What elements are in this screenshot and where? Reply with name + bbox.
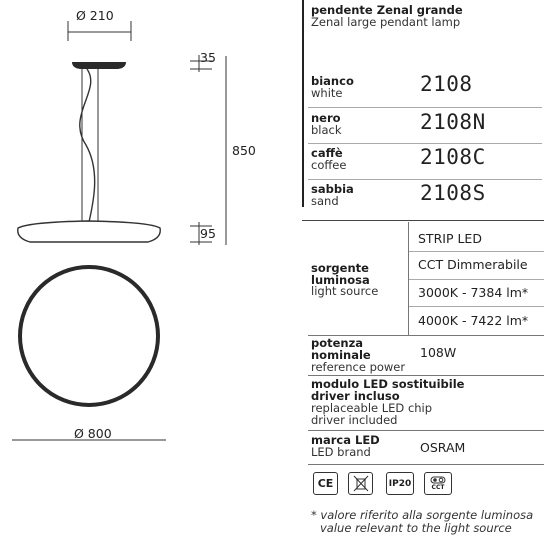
finish-label-it: sabbia (311, 182, 354, 196)
row-divider (409, 251, 544, 252)
row-divider (409, 279, 544, 280)
dimension-label-height: 850 (232, 143, 256, 158)
light-source-label-en: light source (311, 284, 379, 298)
section-divider (308, 464, 544, 465)
canopy (72, 62, 126, 69)
ip20-icon: IP20 (386, 472, 414, 495)
light-source-value: CCT Dimmerabile (418, 257, 528, 272)
finish-label-it: bianco (311, 74, 354, 88)
light-source-value: STRIP LED (418, 231, 482, 246)
dimension-height (190, 55, 226, 245)
finish-label-en: coffee (311, 158, 347, 172)
row-divider (308, 179, 542, 180)
power-value: 108W (420, 345, 457, 360)
dimension-label-top-diameter: Ø 210 (76, 8, 114, 23)
light-source-value: 3000K - 7384 lm* (418, 285, 529, 300)
section-divider (308, 430, 544, 431)
footnote-it: * valore riferito alla sorgente luminosa (311, 508, 534, 522)
row-divider (308, 143, 542, 144)
footnote-en: value relevant to the light source (320, 521, 512, 535)
brand-value: OSRAM (420, 440, 466, 455)
section-divider (302, 220, 544, 221)
finish-code: 2108C (420, 145, 486, 169)
weee-bin-icon (348, 472, 373, 495)
finish-label-en: black (311, 123, 342, 137)
lamp-top-view-ring (20, 267, 158, 405)
product-name-it: pendente Zenal grande (311, 3, 463, 17)
dimension-label-shade: 95 (200, 226, 216, 241)
brand-label-it: marca LED (311, 433, 380, 447)
lamp-shade (18, 221, 161, 242)
dimension-label-canopy: 35 (200, 50, 216, 65)
dimension-top-diameter (68, 21, 131, 41)
dimension-label-diameter: Ø 800 (74, 426, 112, 441)
finish-label-en: white (311, 86, 343, 100)
light-source-label-it: sorgente luminosa (311, 261, 370, 287)
module-label-it: modulo LED sostituibile driver incluso (311, 377, 465, 403)
row-divider (308, 107, 542, 108)
finish-label-en: sand (311, 194, 339, 208)
brand-label-en: LED brand (311, 445, 371, 459)
ce-mark-icon: CE (313, 472, 338, 495)
light-source-value: 4000K - 7422 lm* (418, 313, 529, 328)
section-divider (308, 375, 544, 376)
finish-code: 2108N (420, 110, 486, 134)
power-label-it: potenza nominale (311, 336, 371, 362)
finish-label-it: caffè (311, 146, 343, 160)
power-label-en: reference power (311, 360, 406, 374)
cct-icon: CCT (424, 472, 452, 495)
row-divider (409, 306, 544, 307)
finish-label-it: nero (311, 111, 341, 125)
module-label-en: replaceable LED chip driver included (311, 401, 433, 427)
header-divider (302, 0, 304, 207)
product-name-en: Zenal large pendant lamp (311, 15, 461, 29)
finish-code: 2108S (420, 181, 486, 205)
finish-code: 2108 (420, 72, 473, 96)
